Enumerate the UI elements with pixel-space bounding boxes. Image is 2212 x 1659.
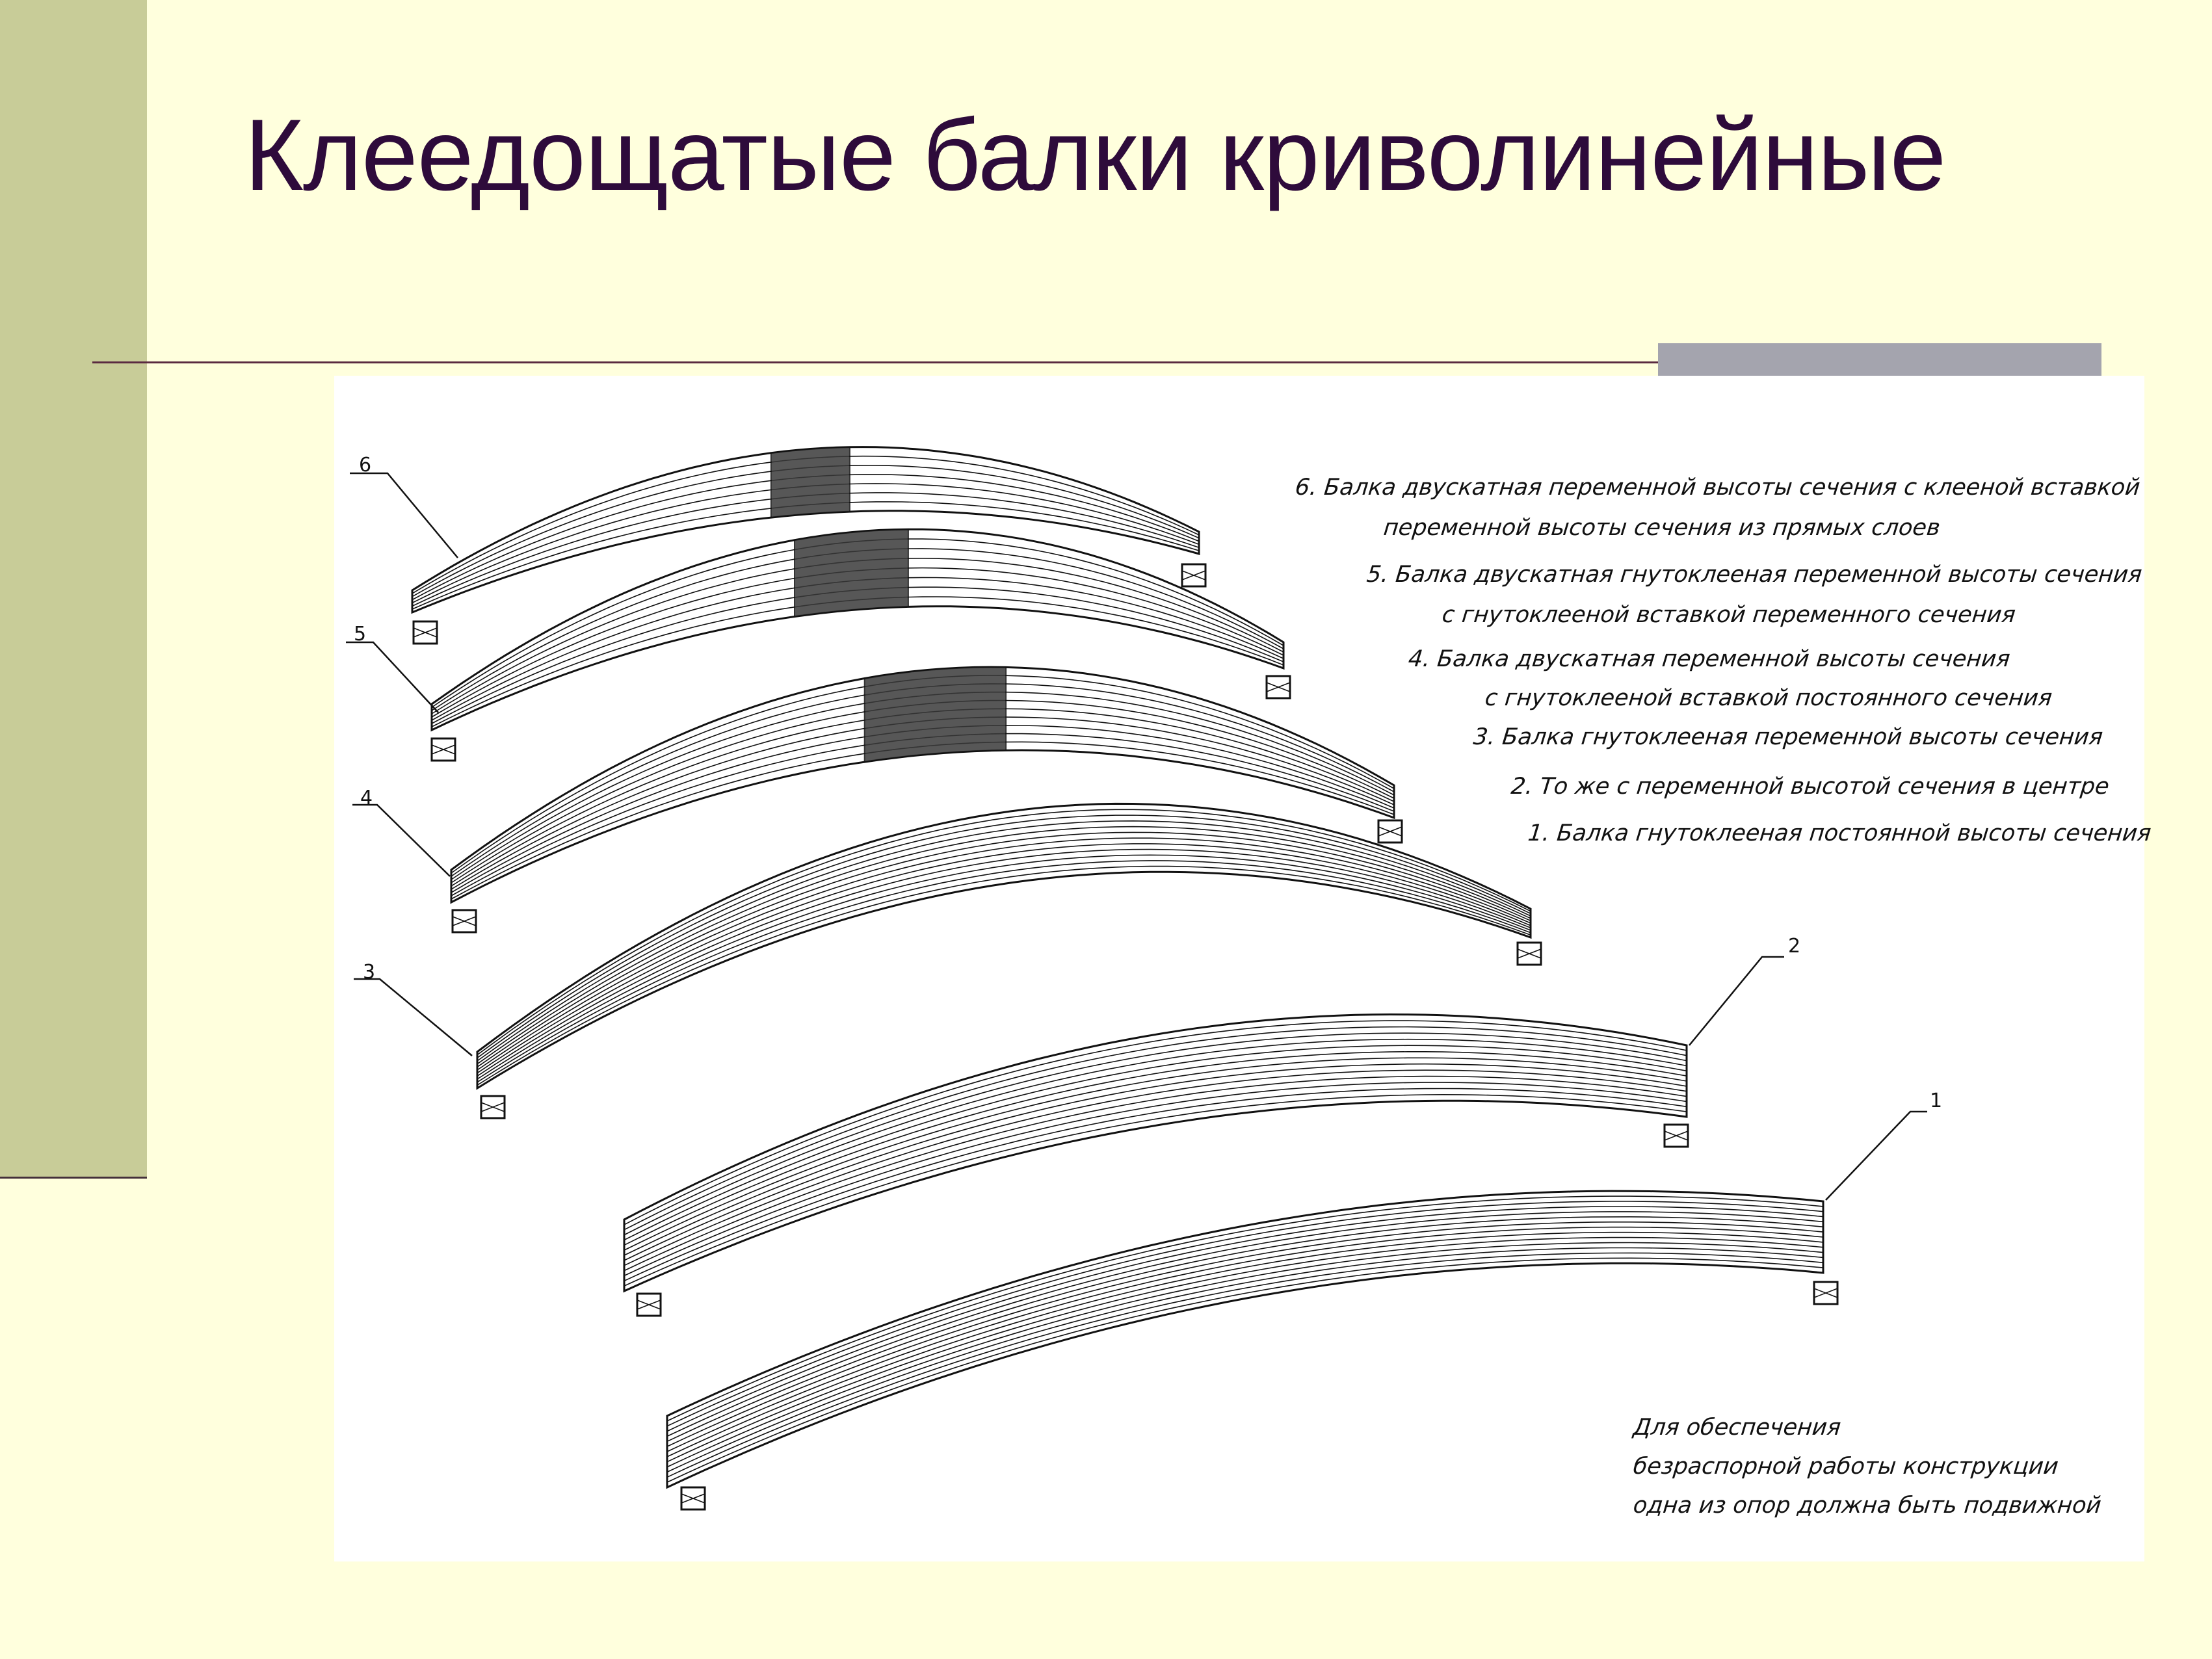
legend-4-line2: с гнутоклееной вставкой постоянного сечения xyxy=(1483,685,2053,711)
callout-4: 4 xyxy=(360,787,373,809)
legend-3-line1: 3. Балка гнутоклееная переменной высоты сечения xyxy=(1471,724,2104,750)
beam-5-leader xyxy=(346,642,438,712)
legend-1-line1: 1. Балка гнутоклееная постоянной высоты сечения xyxy=(1526,820,2153,846)
callout-6: 6 xyxy=(359,454,372,477)
slide-title: Клеедощатые балки криволинейные xyxy=(244,99,1946,212)
left-decor-bar xyxy=(0,0,147,1179)
callout-2: 2 xyxy=(1788,935,1801,958)
beam-drawing-svg xyxy=(334,376,2144,1561)
legend-5-line1: 5. Балка двускатная гнутоклееная переменной высоты сечения xyxy=(1365,562,2144,588)
beam-1-outline xyxy=(667,1191,1823,1487)
note-line-3: одна из опор должна быть подвижной xyxy=(1631,1493,2103,1519)
note-line-1: Для обеспечения xyxy=(1631,1415,1843,1441)
beam-3-leader xyxy=(354,979,472,1056)
beam-5-insert xyxy=(795,529,908,616)
legend-6-line2: переменной высоты сечения из прямых слоев xyxy=(1382,515,1942,541)
legend-6-line1: 6. Балка двускатная переменной высоты сечения с клееной вставкой xyxy=(1293,475,2142,501)
beam-drawing xyxy=(334,376,2153,1561)
callout-3: 3 xyxy=(363,961,376,984)
legend-2-line1: 2. То же с переменной высотой сечения в центре xyxy=(1509,774,2111,800)
title-divider-block xyxy=(1658,343,2101,376)
beam-4-insert xyxy=(865,667,1006,762)
beam-6-insert xyxy=(771,447,850,517)
callout-5: 5 xyxy=(354,623,367,646)
note-line-2: безраспорной работы конструкции xyxy=(1631,1454,2060,1480)
beam-6-leader xyxy=(350,473,458,558)
beam-2-leader xyxy=(1689,957,1784,1045)
beam-4-leader xyxy=(352,805,450,876)
legend-5-line2: с гнутоклееной вставкой переменного сечения xyxy=(1440,602,2017,628)
callout-1: 1 xyxy=(1930,1090,1943,1112)
legend-4-line1: 4. Балка двускатная переменной высоты сечения xyxy=(1406,646,2012,672)
beam-1-leader xyxy=(1826,1112,1927,1200)
